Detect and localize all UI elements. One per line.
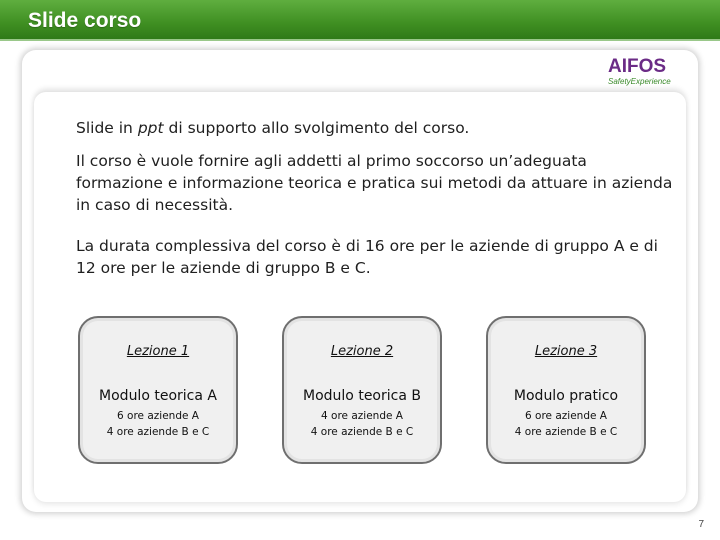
lesson-title: Lezione 2 [330, 344, 394, 359]
lesson-hours [80, 408, 236, 440]
lesson-module: Modulo pratico [513, 388, 619, 404]
hours-group-bc: 4 ore aziende B e C [106, 426, 210, 438]
intro-emphasis: ppt [137, 119, 164, 137]
hours-group-a: 6 ore aziende A [117, 410, 199, 422]
lesson-hours [488, 408, 644, 440]
hours-group-a: 4 ore aziende A [321, 410, 403, 422]
lesson-card-2 [282, 316, 442, 464]
lesson-module: Modulo teorica B [303, 388, 421, 404]
lesson-card-3 [486, 316, 646, 464]
intro-prefix: Slide in [76, 119, 138, 137]
logo-text: AIFOS [608, 56, 667, 77]
lesson-module: Modulo teorica A [99, 388, 217, 404]
paragraph-duration: La durata complessiva del corso è di 16 ore per le aziende di gruppo A e di 12 ore per le aziende di gruppo B e C. [76, 237, 658, 277]
slide-title: Slide corso [28, 9, 142, 32]
hours-group-bc: 4 ore aziende B e C [310, 426, 414, 438]
hours-group-bc: 4 ore aziende B e C [514, 426, 618, 438]
logo-tagline: SafetyExperience [608, 77, 671, 86]
lesson-hours [284, 408, 440, 440]
paragraph-purpose: Il corso è vuole fornire agli addetti al primo soccorso un’adeguata formazione e informazione teorica e pratica sui metodi da attuare in azienda in caso di necessità. [76, 152, 673, 214]
lesson-title: Lezione 3 [534, 344, 598, 359]
lesson-title: Lezione 1 [126, 344, 190, 359]
lesson-card-1 [78, 316, 238, 464]
paragraph-intro [76, 117, 676, 139]
title-bar [0, 0, 720, 41]
hours-group-a: 6 ore aziende A [525, 410, 607, 422]
intro-suffix: di supporto allo svolgimento del corso. [163, 119, 470, 137]
page-number: 7 [698, 519, 704, 530]
aifos-logo [606, 56, 680, 90]
